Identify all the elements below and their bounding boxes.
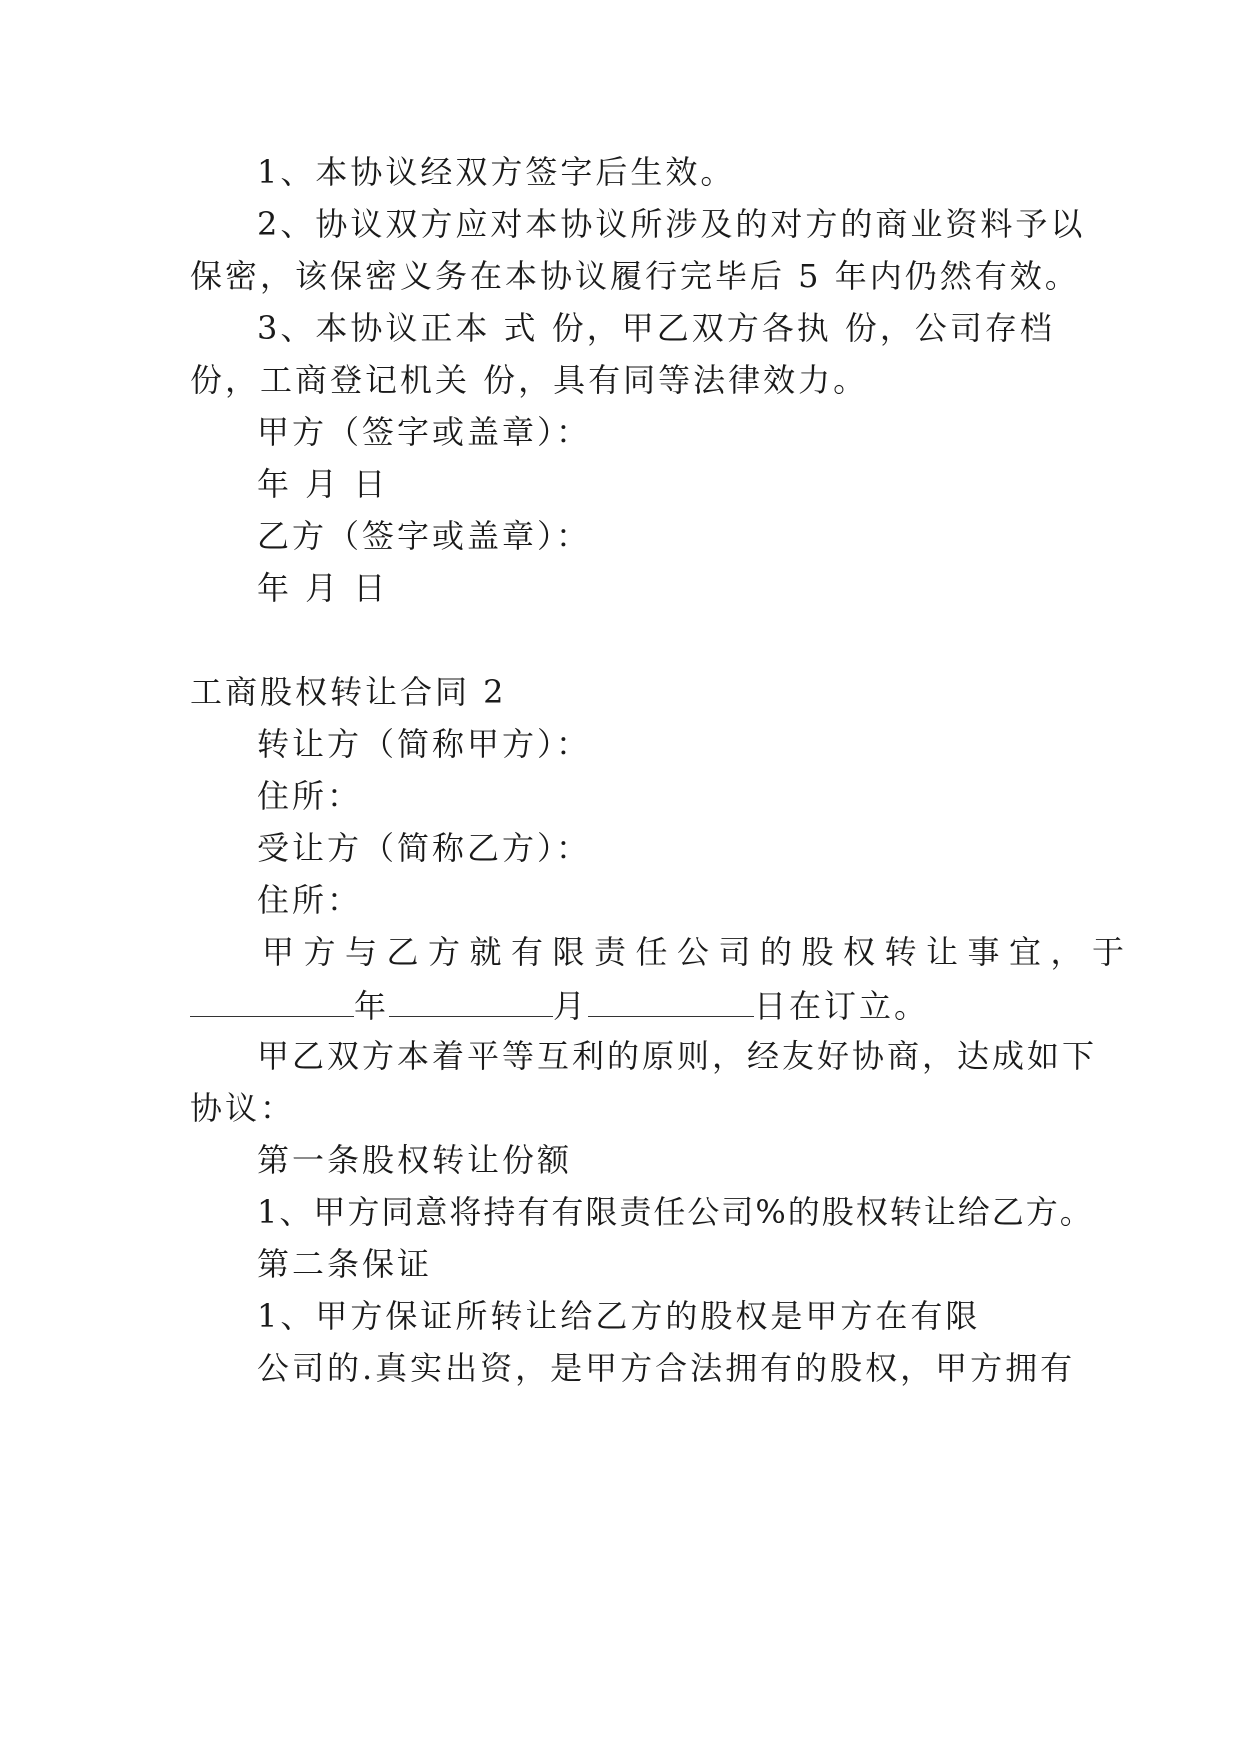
address-a-label: 住所： — [257, 777, 363, 815]
principle-line-2: 协议： — [190, 1089, 296, 1127]
transferor-label: 转让方（简称甲方）： — [257, 725, 592, 763]
agreement-line-1: 甲方与乙方就有限责任公司的股权转让事宜，于 — [262, 933, 1134, 971]
principle-line-1: 甲乙双方本着平等互利的原则，经友好协商，达成如下 — [257, 1037, 1098, 1075]
clause-2-line-2: 保密，该保密义务在本协议履行完毕后 5 年内仍然有效。 — [190, 257, 1080, 295]
clause-3-line-1: 3、本协议正本 式 份，甲乙双方各执 份，公司存档 — [257, 309, 1055, 347]
day-label: 日在订立。 — [754, 987, 930, 1025]
month-blank — [389, 988, 553, 1017]
clause-2-line-1: 2、协议双方应对本协议所涉及的对方的商业资料予以 — [257, 205, 1086, 243]
party-a-signature: 甲方（签字或盖章）： — [257, 413, 592, 451]
article-2-item-1-line-2: 公司的.真实出资，是甲方合法拥有的股权，甲方拥有 — [257, 1349, 1076, 1387]
article-1-item-1: 1、甲方同意将持有有限责任公司%的股权转让给乙方。 — [257, 1193, 1094, 1231]
party-b-date: 年 月 日 — [257, 569, 389, 607]
party-b-signature: 乙方（签字或盖章）： — [257, 517, 592, 555]
section-title: 工商股权转让合同 2 — [190, 673, 507, 711]
article-2-title: 第二条保证 — [257, 1245, 433, 1283]
year-label: 年 — [354, 987, 390, 1025]
clause-3-line-2: 份，工商登记机关 份，具有同等法律效力。 — [190, 361, 869, 399]
year-blank — [190, 988, 354, 1017]
party-a-date: 年 月 日 — [257, 465, 389, 503]
agreement-date-line — [190, 987, 930, 1025]
month-label: 月 — [553, 987, 589, 1025]
day-blank — [588, 988, 754, 1017]
address-b-label: 住所： — [257, 881, 363, 919]
clause-1: 1、本协议经双方签字后生效。 — [257, 153, 736, 191]
article-1-title: 第一条股权转让份额 — [257, 1141, 573, 1179]
article-2-item-1-line-1: 1、甲方保证所转让给乙方的股权是甲方在有限 — [257, 1297, 981, 1335]
transferee-label: 受让方（简称乙方）： — [257, 829, 592, 867]
